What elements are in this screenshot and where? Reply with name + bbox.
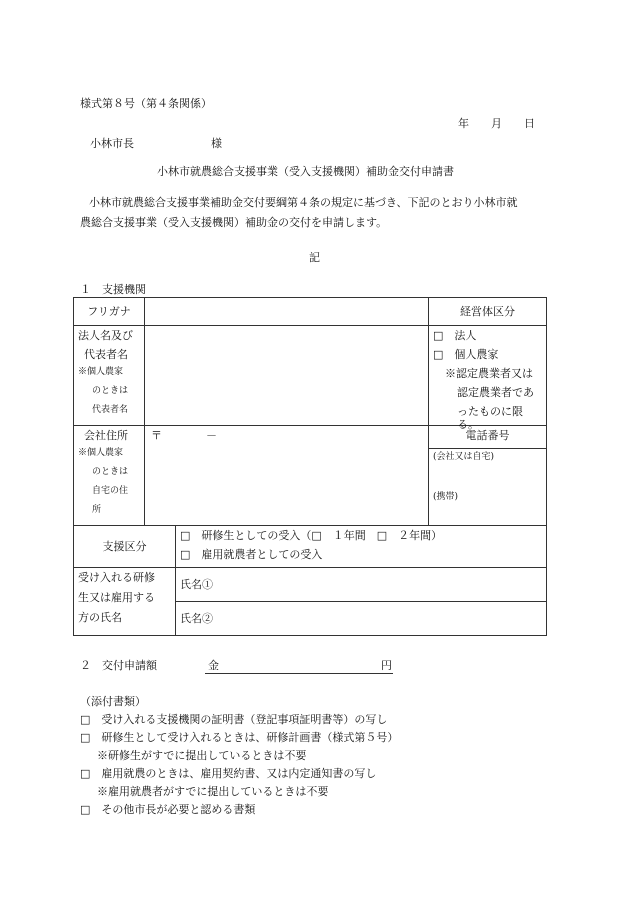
- attachment-item-3[interactable]: □ 雇用就農のときは、雇用契約書、又は内定通知書の写し: [80, 767, 377, 780]
- attachment-item-3-note: ※雇用就農者がすでに提出しているときは不要: [97, 785, 329, 798]
- trainee-name-1-field[interactable]: [176, 568, 547, 602]
- name-note-1: ※個人農家: [78, 367, 124, 377]
- entity-option-corp[interactable]: □ 法人: [433, 329, 477, 342]
- entity-note-3: ったものに限る。: [457, 405, 523, 432]
- address-note-1: ※個人農家: [78, 448, 124, 458]
- phone-cell: [429, 426, 547, 526]
- name-note-3: 代表者名: [92, 405, 129, 415]
- attachments-heading: （添付書類）: [80, 695, 146, 708]
- trainee-name-2-label: 氏名②: [180, 611, 213, 625]
- name-note-2: のときは: [92, 386, 129, 396]
- name-label-2: 代表者名: [84, 348, 128, 361]
- trainee-row-1: [74, 568, 547, 602]
- name-label-1: 法人名及び: [78, 329, 133, 342]
- entity-option-individual[interactable]: □ 個人農家: [433, 348, 499, 361]
- phone-mobile: (携帯): [433, 492, 459, 502]
- furigana-label: フリガナ: [74, 298, 145, 326]
- trainee-name-1-label: 氏名①: [180, 577, 213, 591]
- attachment-item-2-note: ※研修生がすでに提出しているときは不要: [97, 749, 307, 762]
- representative-name-field[interactable]: [145, 326, 429, 426]
- entity-note-2: 認定農業者であ: [457, 386, 534, 399]
- furigana-field[interactable]: [145, 298, 429, 326]
- amount-suffix: 円: [381, 659, 392, 672]
- trainee-label-3: 方の氏名: [78, 611, 122, 624]
- attachment-item-1[interactable]: □ 受け入れる支援機関の証明書（登記事項証明書等）の写し: [80, 713, 388, 726]
- address-note-4: 所: [92, 505, 102, 515]
- trainee-label-1: 受け入れる研修: [78, 571, 155, 584]
- address-field[interactable]: [145, 426, 429, 526]
- address-label: 会社住所: [84, 429, 128, 442]
- date-field: 年 月 日: [458, 117, 535, 130]
- phone-label: 電話番号: [465, 429, 510, 442]
- support-option-employment[interactable]: □ 雇用就農者としての受入: [180, 548, 323, 561]
- postal-mark: 〒 －: [151, 429, 217, 442]
- intro-line-1: 小林市就農総合支援事業補助金交付要綱第４条の規定に基づき、下記のとおり小林市就: [89, 196, 518, 209]
- attachment-item-4[interactable]: □ その他市長が必要と認める書類: [80, 803, 256, 816]
- form-number: 様式第８号（第４条関係）: [80, 97, 212, 110]
- support-organization-table: [73, 297, 547, 636]
- support-type-cell: [176, 526, 547, 568]
- section1-heading: １ 支援機関: [80, 283, 146, 296]
- entity-type-label: 経営体区分: [429, 298, 547, 326]
- attachment-item-2[interactable]: □ 研修生として受け入れるときは、研修計画書（様式第５号）: [80, 731, 399, 744]
- addressee: 小林市長 様: [90, 137, 222, 150]
- ki-heading: 記: [309, 251, 320, 264]
- amount-prefix: 金: [208, 659, 219, 672]
- support-option-trainee[interactable]: □ 研修生としての受入（□ １年間 □ ２年間）: [180, 529, 443, 542]
- furigana-row: [74, 298, 547, 326]
- entity-note-1: ※認定農業者又は: [445, 367, 533, 380]
- address-note-3: 自宅の住: [92, 486, 129, 496]
- intro-line-2: 農総合支援事業（受入支援機関）補助金の交付を申請します。: [80, 216, 388, 229]
- section2-heading: ２ 交付申請額: [80, 659, 157, 672]
- phone-company: (会社又は自宅): [433, 452, 495, 462]
- amount-field[interactable]: [205, 672, 393, 674]
- name-row: [74, 326, 547, 426]
- document-title: 小林市就農総合支援事業（受入支援機関）補助金交付申請書: [157, 165, 454, 178]
- address-note-2: のときは: [92, 467, 129, 477]
- address-label-cell: [74, 426, 145, 526]
- entity-type-cell: [429, 326, 547, 432]
- trainee-label-cell: [74, 568, 176, 636]
- support-type-label: 支援区分: [74, 526, 176, 568]
- address-row: [74, 426, 547, 526]
- name-label-cell: [74, 326, 145, 426]
- trainee-label-2: 生又は雇用する: [78, 591, 155, 604]
- trainee-name-2-field[interactable]: [176, 602, 547, 636]
- support-type-row: [74, 526, 547, 568]
